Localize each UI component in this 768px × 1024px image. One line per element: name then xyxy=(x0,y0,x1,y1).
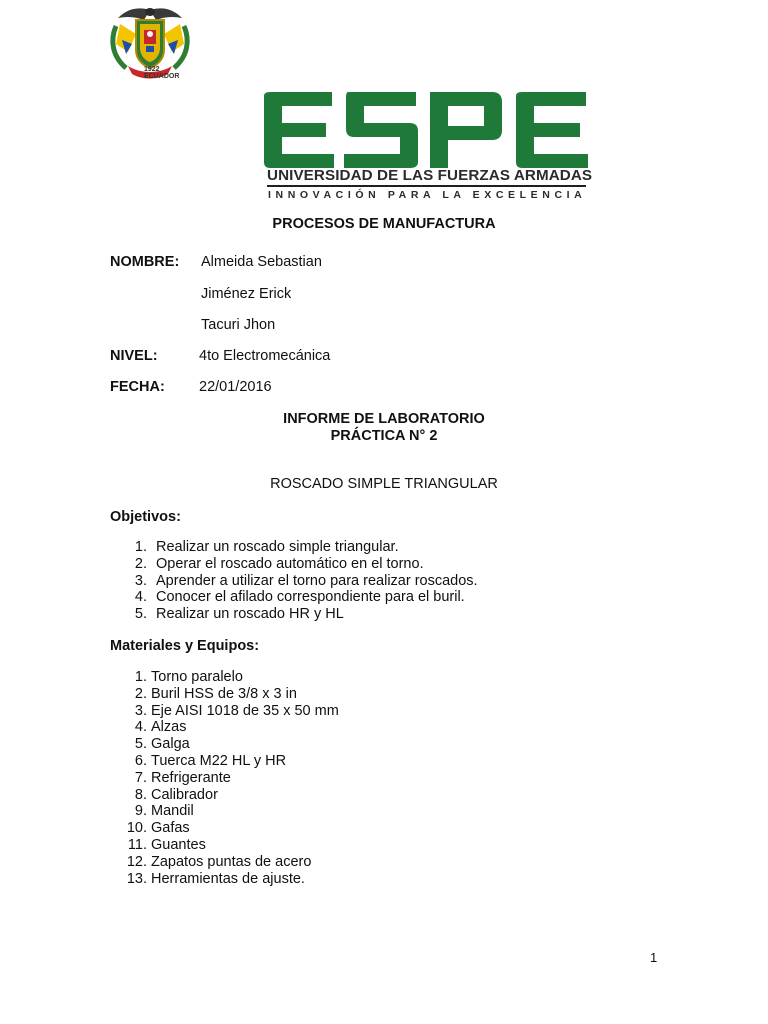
list-item-number: 5. xyxy=(134,606,147,623)
list-item-text: Alzas xyxy=(151,719,187,736)
list-item-number: 4. xyxy=(134,589,147,606)
report-subject: ROSCADO SIMPLE TRIANGULAR xyxy=(270,476,498,492)
list-item-text: Tuerca M22 HL y HR xyxy=(151,752,287,769)
list-item-number: 3. xyxy=(134,572,147,589)
date-value: 22/01/2016 xyxy=(199,379,272,395)
course-title: PROCESOS DE MANUFACTURA xyxy=(272,216,496,232)
page-number: 1 xyxy=(650,950,658,965)
espe-logo xyxy=(264,92,588,204)
list-item-number: 7. xyxy=(134,769,147,786)
list-item-number: 2. xyxy=(134,555,147,572)
divider xyxy=(267,185,586,187)
list-item-text: Galga xyxy=(151,736,190,753)
list-item-text: Guantes xyxy=(151,836,206,853)
list-item-text: Gafas xyxy=(151,820,190,837)
list-item-text: Zapatos puntas de acero xyxy=(151,853,312,870)
list-item-number: 9. xyxy=(134,803,147,820)
university-motto: INNOVACIÓN PARA LA EXCELENCIA xyxy=(268,189,587,201)
list-item-text: Herramientas de ajuste. xyxy=(151,870,305,887)
list-item-number: 2. xyxy=(134,685,147,702)
list-item-text: Realizar un roscado simple triangular. xyxy=(156,539,399,555)
student-name: Almeida Sebastian xyxy=(201,254,322,270)
list-item-number: 1. xyxy=(134,539,147,555)
level-value: 4to Electromecánica xyxy=(199,348,331,364)
level-label: NIVEL: xyxy=(110,348,158,364)
list-item-text: Conocer el afilado correspondiente para el buril. xyxy=(156,589,465,606)
list-item-number: 10. xyxy=(126,820,147,837)
list-item-number: 1. xyxy=(134,669,147,685)
list-item-number: 8. xyxy=(134,786,147,803)
university-name: UNIVERSIDAD DE LAS FUERZAS ARMADAS xyxy=(267,167,593,184)
list-item-text: Realizar un roscado HR y HL xyxy=(156,606,344,623)
date-label: FECHA: xyxy=(110,379,165,395)
list-item-number: 12. xyxy=(126,853,147,870)
list-item-text: Refrigerante xyxy=(151,769,231,786)
student-name: Jiménez Erick xyxy=(201,286,292,302)
materials-heading: Materiales y Equipos: xyxy=(110,638,260,654)
list-item-text: Mandil xyxy=(151,803,194,820)
list-item-text: Operar el roscado automático en el torno. xyxy=(156,555,424,572)
list-item-text: Calibrador xyxy=(151,786,218,803)
practice-number: PRÁCTICA N° 2 xyxy=(330,428,438,444)
list-item-text: Aprender a utilizar el torno para realizar roscados. xyxy=(156,572,478,589)
student-name: Tacuri Jhon xyxy=(201,317,276,333)
seal-caption: 1922 ECUADOR xyxy=(144,66,180,80)
list-item-text: Buril HSS de 3/8 x 3 in xyxy=(151,685,297,702)
list-item-number: 13. xyxy=(126,870,147,887)
list-item-number: 6. xyxy=(134,752,147,769)
list-item-number: 11. xyxy=(127,836,147,853)
national-seal-logo xyxy=(106,4,194,86)
list-item-number: 5. xyxy=(134,736,147,753)
list-item-text: Eje AISI 1018 de 35 x 50 mm xyxy=(151,702,339,719)
list-item-number: 3. xyxy=(134,702,147,719)
list-item-number: 4. xyxy=(134,719,147,736)
objectives-heading: Objetivos: xyxy=(110,509,181,525)
report-title: INFORME DE LABORATORIO xyxy=(283,411,485,427)
list-item-text: Torno paralelo xyxy=(151,669,243,685)
name-label: NOMBRE: xyxy=(110,254,180,270)
